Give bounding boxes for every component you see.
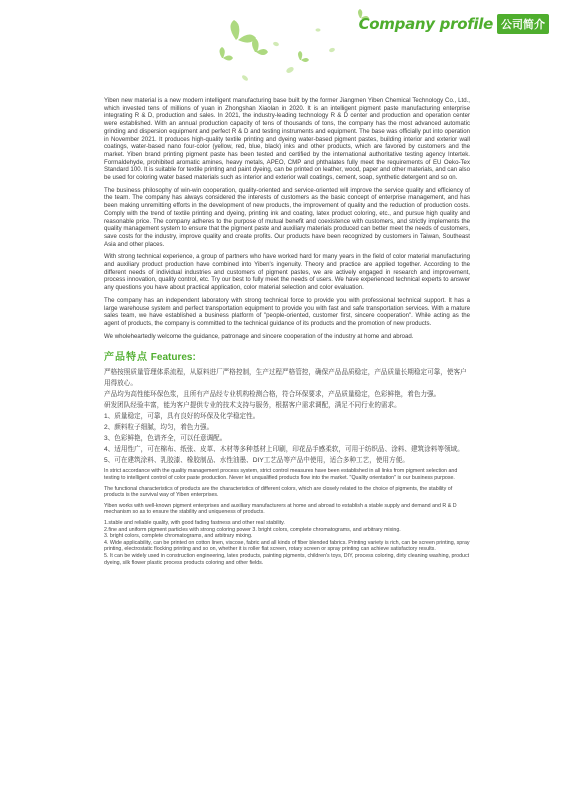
intro-paragraph: The company has an independent laboratory with strong technical force to provide you with professional technical support. It has a large warehouse system and perfect transportation equipment to provide you with fast and safe transportation services. With a mature sales team, we have established a business platform of "people-oriented, customer first, sincere cooperation". While acting as the agent of products, the company is committed to the technical guidance of its products and the promotion of new products. (104, 296, 470, 327)
features-en-item: 5. It can be widely used in construction engineering, latex products, painting pigments, children's toys, DIY, process coloring, dirty cleaning washing, product dyeing, silk flower plastic process products coloring and other fields. (104, 552, 470, 566)
features-en-paragraph: In strict accordance with the quality management process system, strict control measures have been established in all links from pigment selection and testing to intelligent control of color paste production. Never let unqualified products flow into the market. "Quality orientation" is our business purpose. (104, 468, 458, 481)
features-cn-item: 5、可在建筑涂料、乳胶漆、橡胶制品、水性油墨、DIY工艺品等产品中使用，适合多种工艺，使用方便。 (104, 457, 409, 465)
features-en-item: 3. bright colors, complete chromatograms, and arbitrary mixing. (104, 533, 253, 540)
features-cn-paragraph: 产品均为高性能环保色浆，且所有产品经专业机构检测合格，符合环保要求，产品质量稳定，色彩鲜艳，着色力强。 (104, 391, 441, 399)
features-cn-item: 3、色彩鲜艳，色谱齐全，可以任意调配。 (104, 435, 227, 443)
features-heading-en: Features: (150, 352, 196, 364)
features-cn-paragraph: 严格按照质量管理体系流程，从原料进厂严格控制，生产过程严格管控，确保产品品质稳定，产品质量长期稳定可靠，使客户用得放心。 (104, 369, 467, 388)
features-heading-cn: 产品特点 (104, 352, 148, 364)
intro-paragraph: Yiben new material is a new modern intelligent manufacturing base built by the former Jiangmen Yiben Chemical Technology Co., Ltd., which invested tens of millions of yuan in Zhongshan Xiaolan in 2020. It is an intelligent pigment paste manufacturing enterprise integrating R & D, production and sales. In 2021, the industry-leading technology R & D center and production and operation center were established. With an annual production capacity of tens of thousands of tons, the company has the most advanced automatic grinding and dispersion equipment and perfect R & D and testing instruments and equipment. The base was officially put into operation in November 2021. It produces high-quality textile printing and dyeing water-based pigment pastes, building interior and exterior wall coatings, water-based nano four-color (yellow, red, blue, black) inks and other products, which are favored by customers and the market. Yiben brand printing pigment paste has been tested and certified by the international authoritative testing agency Intertek. Formaldehyde, prohibited aromatic amines, heavy metals, APEO, CMP and phthalates fully meet the requirements of EU Oeko-Tex Standard 100. It is suitable for textile printing and paint dyeing, can be printed on leather, wood, paper and other materials, and can also be used for coloring water based materials such as interior and exterior wall coatings, cement, soap, synthetic detergent and so on. (104, 97, 470, 182)
main-content (104, 97, 470, 566)
intro-paragraph: With strong technical experience, a group of partners who have worked hard for many years in the field of color material manufacturing and auxiliary product production have combined into Yiben's ingenuity. Theory and practice are applied together. According to the different needs of individual industries and customers of pigment pastes, we are actively engaged in research and improvement, process innovation, quality control, etc. Try our best to fully meet the needs of users. We have experienced technical experts to answer any questions you have about practical application, color material selection and color evaluation. (104, 253, 470, 292)
features-en-paragraph: The functional characteristics of products are the characteristics of different colors, which are closely related to the choice of pigments, the stability of products is the survival way of Yiben enterprises. (104, 485, 453, 499)
intro-paragraph: The business philosophy of win-win cooperation, quality-oriented and service-oriented will improve the service quality and efficiency of the team. The company has always considered the interests of customers as the basic concept of enterprise management, and has been making unremitting efforts in the development of new products, the improvement of quality and the reduction of production costs. Comply with the trend of textile printing and dyeing, printing ink and coating, latex product coloring, etc., and pursue high quality and reasonable price. The company adheres to the purpose of mutual benefit and coexistence with customers, and strictly implements the quality management system to ensure that the pigment paste and auxiliary materials produced can better meet the needs of customers, save costs for the industry, improve quality and create profits. Our products have been recognized by customers in Taiwan, Southeast Asia and other places. (104, 186, 470, 248)
features-en-item: 1.stable and reliable quality, with good fading fastness and other real stability. (104, 519, 285, 526)
features-en-item: 2.fine and uniform pigment particles with strong coloring power 3. bright colors, complete chromatograms, and arbitrary mixing. (104, 526, 401, 533)
features-en-item: 4. Wide applicability, can be printed on cotton linen, viscose, fabric and all kinds of fiber blended fabrics. Printing variety is rich, can be screen printing, spray printing, electrostatic flocking printing and so on, whether it is roller flat screen, rotary screen or spray printing can achieve satisfactory results. (104, 539, 470, 553)
features-cn-paragraph: 研发团队经验丰富，能为客户提供专业的技术支持与服务，根据客户需求调配，满足不同行业的需求。 (104, 402, 401, 410)
features-en-paragraph: Yiben works with well-known pigment enterprises and auxiliary manufacturers at home and abroad to establish a stable supply and demand and R & D mechanism so as to ensure the stability and uniqueness of products. (104, 502, 457, 516)
features-cn-item: 1、质量稳定，可靠，具有良好的环保及化学稳定性。 (104, 413, 260, 421)
company-profile-title: Company profile (358, 15, 493, 33)
features-cn-item: 2、颜料粒子细腻，均匀，着色力强。 (104, 424, 214, 432)
page-header (359, 14, 549, 34)
company-profile-title-cn: 公司简介 (497, 14, 549, 34)
intro-paragraph: We wholeheartedly welcome the guidance, patronage and sincere cooperation of the industry at home and abroad. (104, 332, 414, 340)
features-heading (104, 348, 470, 363)
features-cn-item: 4、适用性广，可在棉布、纸张、皮革、木材等多种基材上印刷，印花品手感柔软，可用于纺织品、涂料、建筑涂料等领域。 (104, 446, 464, 454)
